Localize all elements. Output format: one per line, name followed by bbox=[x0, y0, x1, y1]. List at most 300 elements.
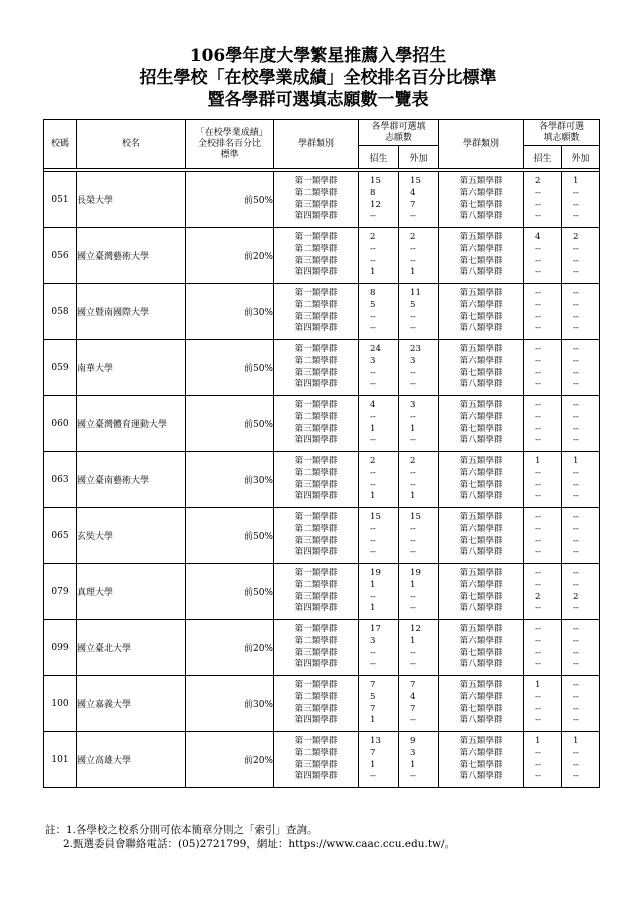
group-label: 第八類學群 bbox=[459, 491, 503, 502]
admit-left bbox=[359, 508, 399, 564]
admit-value: -- bbox=[535, 267, 541, 278]
extra-value: 23 bbox=[410, 343, 421, 354]
extra-value: -- bbox=[410, 659, 416, 670]
extra-value: 1 bbox=[573, 735, 579, 746]
group-label: 第三類學群 bbox=[294, 535, 338, 546]
extra-value: 3 bbox=[410, 399, 416, 410]
extra-value: -- bbox=[573, 311, 579, 322]
extra-value: -- bbox=[573, 399, 579, 410]
extra-value: 2 bbox=[410, 455, 416, 466]
group-label: 第八類學群 bbox=[459, 435, 503, 446]
extra-value: -- bbox=[573, 211, 579, 222]
extra-value: -- bbox=[410, 435, 416, 446]
group-label: 第七類學群 bbox=[459, 423, 503, 434]
admit-value: -- bbox=[370, 523, 376, 534]
school-name: 國立臺北大學 bbox=[77, 620, 186, 676]
extra-left bbox=[399, 564, 439, 620]
group-list-right bbox=[439, 676, 524, 732]
extra-value: 19 bbox=[410, 567, 421, 578]
group-label: 第七類學群 bbox=[459, 311, 503, 322]
school-name: 國立嘉義大學 bbox=[77, 676, 186, 732]
rank-percent: 前20% bbox=[186, 732, 274, 788]
extra-value: -- bbox=[410, 647, 416, 658]
extra-value: -- bbox=[573, 411, 579, 422]
admit-value: -- bbox=[370, 547, 376, 558]
group-label: 第二類學群 bbox=[294, 243, 338, 254]
admit-value: -- bbox=[535, 255, 541, 266]
group-label: 第六類學群 bbox=[459, 467, 503, 478]
school-name: 真理大學 bbox=[77, 564, 186, 620]
group-list-right bbox=[439, 452, 524, 508]
extra-value: -- bbox=[410, 547, 416, 558]
admit-value: -- bbox=[370, 323, 376, 334]
extra-value: -- bbox=[573, 467, 579, 478]
group-list-left bbox=[274, 732, 359, 788]
table-row bbox=[44, 340, 600, 396]
extra-value: -- bbox=[573, 703, 579, 714]
header-extra-left: 外加 bbox=[399, 146, 439, 169]
admit-value: -- bbox=[535, 623, 541, 634]
admit-value: -- bbox=[370, 467, 376, 478]
table-row bbox=[44, 508, 600, 564]
extra-left bbox=[399, 228, 439, 284]
extra-value: 4 bbox=[410, 187, 416, 198]
admit-value: -- bbox=[535, 467, 541, 478]
admit-value: -- bbox=[535, 511, 541, 522]
group-label: 第四類學群 bbox=[294, 323, 338, 334]
admit-value: -- bbox=[370, 255, 376, 266]
extra-value: 1 bbox=[410, 267, 416, 278]
group-label: 第六類學群 bbox=[459, 187, 503, 198]
table-row bbox=[44, 284, 600, 340]
admit-value: -- bbox=[370, 411, 376, 422]
school-name: 國立暨南國際大學 bbox=[77, 284, 186, 340]
extra-value: -- bbox=[410, 467, 416, 478]
group-label: 第二類學群 bbox=[294, 299, 338, 310]
admit-right bbox=[524, 676, 562, 732]
extra-value: 4 bbox=[410, 691, 416, 702]
admit-value: -- bbox=[535, 399, 541, 410]
rank-percent: 前50% bbox=[186, 172, 274, 228]
admit-value: -- bbox=[535, 379, 541, 390]
extra-value: 1 bbox=[410, 759, 416, 770]
admit-value: -- bbox=[535, 211, 541, 222]
group-label: 第二類學群 bbox=[294, 355, 338, 366]
extra-value: -- bbox=[410, 715, 416, 726]
extra-value: -- bbox=[573, 715, 579, 726]
extra-value: 1 bbox=[573, 455, 579, 466]
school-name: 國立臺南藝術大學 bbox=[77, 452, 186, 508]
admit-left bbox=[359, 284, 399, 340]
admit-left bbox=[359, 676, 399, 732]
table-row bbox=[44, 228, 600, 284]
extra-value: -- bbox=[573, 679, 579, 690]
admit-value: -- bbox=[370, 311, 376, 322]
header-group-right: 學群類別 bbox=[439, 120, 524, 169]
school-code: 101 bbox=[44, 732, 77, 788]
admit-value: -- bbox=[370, 591, 376, 602]
header-count-left: 各學群可選填志願數 bbox=[359, 120, 439, 146]
group-label: 第八類學群 bbox=[459, 771, 503, 782]
extra-value: -- bbox=[410, 479, 416, 490]
extra-right bbox=[562, 452, 600, 508]
school-code: 058 bbox=[44, 284, 77, 340]
admit-value: 17 bbox=[370, 623, 381, 634]
admit-left bbox=[359, 564, 399, 620]
extra-value: -- bbox=[573, 635, 579, 646]
admit-value: -- bbox=[535, 759, 541, 770]
extra-right bbox=[562, 676, 600, 732]
extra-right bbox=[562, 396, 600, 452]
rank-percent: 前20% bbox=[186, 620, 274, 676]
admit-value: -- bbox=[535, 299, 541, 310]
admit-left bbox=[359, 732, 399, 788]
admit-right bbox=[524, 564, 562, 620]
admit-value: -- bbox=[370, 435, 376, 446]
admit-value: -- bbox=[370, 659, 376, 670]
extra-value: -- bbox=[573, 659, 579, 670]
admit-value: -- bbox=[535, 771, 541, 782]
group-label: 第七類學群 bbox=[459, 255, 503, 266]
group-list-left bbox=[274, 340, 359, 396]
group-list-left bbox=[274, 452, 359, 508]
group-label: 第三類學群 bbox=[294, 591, 338, 602]
extra-left bbox=[399, 620, 439, 676]
admit-value: 7 bbox=[370, 747, 376, 758]
admit-value: -- bbox=[535, 547, 541, 558]
school-code: 060 bbox=[44, 396, 77, 452]
extra-value: -- bbox=[410, 311, 416, 322]
group-label: 第二類學群 bbox=[294, 467, 338, 478]
extra-value: -- bbox=[410, 535, 416, 546]
extra-value: -- bbox=[573, 523, 579, 534]
group-label: 第五類學群 bbox=[459, 287, 503, 298]
admit-value: 2 bbox=[370, 455, 376, 466]
page-title: 106學年度大學繁星推薦入學招生 bbox=[189, 46, 447, 66]
extra-value: -- bbox=[410, 603, 416, 614]
group-list-left bbox=[274, 564, 359, 620]
extra-value: -- bbox=[573, 379, 579, 390]
group-label: 第六類學群 bbox=[459, 635, 503, 646]
header-code: 校碼 bbox=[44, 120, 77, 169]
admit-value: -- bbox=[535, 691, 541, 702]
rank-percent: 前50% bbox=[186, 340, 274, 396]
group-label: 第六類學群 bbox=[459, 411, 503, 422]
school-code: 063 bbox=[44, 452, 77, 508]
school-name: 國立高雄大學 bbox=[77, 732, 186, 788]
admit-value: 12 bbox=[370, 199, 381, 210]
school-code: 059 bbox=[44, 340, 77, 396]
group-label: 第六類學群 bbox=[459, 523, 503, 534]
header-name: 校名 bbox=[77, 120, 186, 169]
header-admit-left: 招生 bbox=[359, 146, 399, 169]
extra-value: -- bbox=[573, 567, 579, 578]
admit-right bbox=[524, 732, 562, 788]
admit-value: -- bbox=[535, 187, 541, 198]
extra-value: 9 bbox=[410, 735, 416, 746]
group-label: 第四類學群 bbox=[294, 267, 338, 278]
header-pct: 「在校學業成績」全校排名百分比標準 bbox=[186, 120, 274, 169]
extra-value: -- bbox=[573, 323, 579, 334]
school-code: 065 bbox=[44, 508, 77, 564]
group-label: 第四類學群 bbox=[294, 547, 338, 558]
group-label: 第七類學群 bbox=[459, 759, 503, 770]
group-list-right bbox=[439, 732, 524, 788]
extra-value: -- bbox=[573, 603, 579, 614]
extra-value: 2 bbox=[573, 231, 579, 242]
group-label: 第八類學群 bbox=[459, 267, 503, 278]
group-label: 第六類學群 bbox=[459, 747, 503, 758]
group-label: 第一類學群 bbox=[294, 679, 338, 690]
group-label: 第四類學群 bbox=[294, 211, 338, 222]
group-label: 第二類學群 bbox=[294, 691, 338, 702]
group-list-left bbox=[274, 620, 359, 676]
admit-right bbox=[524, 340, 562, 396]
group-label: 第八類學群 bbox=[459, 715, 503, 726]
group-list-right bbox=[439, 284, 524, 340]
admit-left bbox=[359, 228, 399, 284]
extra-value: -- bbox=[573, 287, 579, 298]
admit-value: -- bbox=[535, 423, 541, 434]
admit-value: -- bbox=[370, 243, 376, 254]
admit-right bbox=[524, 452, 562, 508]
admit-value: 4 bbox=[535, 231, 541, 242]
admit-left bbox=[359, 340, 399, 396]
extra-value: 7 bbox=[410, 199, 416, 210]
extra-value: -- bbox=[573, 691, 579, 702]
quota-table bbox=[43, 119, 600, 788]
admit-value: 3 bbox=[370, 635, 376, 646]
admit-value: 2 bbox=[535, 591, 541, 602]
admit-value: -- bbox=[535, 367, 541, 378]
group-label: 第一類學群 bbox=[294, 287, 338, 298]
group-label: 第三類學群 bbox=[294, 367, 338, 378]
extra-value: -- bbox=[573, 355, 579, 366]
extra-value: -- bbox=[573, 535, 579, 546]
group-label: 第五類學群 bbox=[459, 231, 503, 242]
school-name: 玄奘大學 bbox=[77, 508, 186, 564]
admit-value: -- bbox=[370, 479, 376, 490]
admit-value: -- bbox=[535, 343, 541, 354]
admit-value: 2 bbox=[535, 175, 541, 186]
group-label: 第五類學群 bbox=[459, 175, 503, 186]
group-label: 第五類學群 bbox=[459, 679, 503, 690]
group-label: 第七類學群 bbox=[459, 367, 503, 378]
extra-value: -- bbox=[573, 267, 579, 278]
group-label: 第五類學群 bbox=[459, 623, 503, 634]
note-1: 註：1.各學校之校系分則可依本簡章分則之「索引」查詢。 bbox=[45, 824, 318, 836]
extra-value: -- bbox=[573, 243, 579, 254]
group-list-right bbox=[439, 508, 524, 564]
group-label: 第四類學群 bbox=[294, 771, 338, 782]
group-label: 第二類學群 bbox=[294, 579, 338, 590]
group-label: 第四類學群 bbox=[294, 379, 338, 390]
group-label: 第二類學群 bbox=[294, 747, 338, 758]
group-label: 第三類學群 bbox=[294, 647, 338, 658]
extra-right bbox=[562, 340, 600, 396]
extra-value: -- bbox=[573, 491, 579, 502]
extra-left bbox=[399, 508, 439, 564]
extra-value: 1 bbox=[410, 423, 416, 434]
extra-value: -- bbox=[573, 299, 579, 310]
group-label: 第六類學群 bbox=[459, 579, 503, 590]
group-label: 第一類學群 bbox=[294, 343, 338, 354]
group-label: 第二類學群 bbox=[294, 187, 338, 198]
extra-value: -- bbox=[410, 243, 416, 254]
group-label: 第八類學群 bbox=[459, 603, 503, 614]
extra-value: -- bbox=[410, 323, 416, 334]
rank-percent: 前30% bbox=[186, 452, 274, 508]
rank-percent: 前20% bbox=[186, 228, 274, 284]
extra-value: -- bbox=[573, 187, 579, 198]
group-label: 第一類學群 bbox=[294, 567, 338, 578]
admit-left bbox=[359, 396, 399, 452]
admit-value: -- bbox=[535, 635, 541, 646]
header-group-left: 學群類別 bbox=[274, 120, 359, 169]
group-list-left bbox=[274, 508, 359, 564]
extra-value: 15 bbox=[410, 511, 421, 522]
extra-value: 5 bbox=[410, 299, 416, 310]
group-label: 第三類學群 bbox=[294, 479, 338, 490]
school-name: 國立臺灣藝術大學 bbox=[77, 228, 186, 284]
admit-right bbox=[524, 172, 562, 228]
extra-value: -- bbox=[410, 591, 416, 602]
extra-value: -- bbox=[573, 771, 579, 782]
admit-value: -- bbox=[535, 703, 541, 714]
group-list-left bbox=[274, 284, 359, 340]
group-label: 第五類學群 bbox=[459, 735, 503, 746]
table-row bbox=[44, 396, 600, 452]
group-label: 第一類學群 bbox=[294, 455, 338, 466]
extra-value: 15 bbox=[410, 175, 421, 186]
admit-value: -- bbox=[370, 367, 376, 378]
group-label: 第五類學群 bbox=[459, 343, 503, 354]
extra-value: -- bbox=[410, 771, 416, 782]
admit-value: 5 bbox=[370, 299, 376, 310]
admit-right bbox=[524, 620, 562, 676]
note-2: 2.甄選委員會聯絡電話：(05)2721799，網址：https://www.caac.ccu.edu.tw/。 bbox=[63, 838, 456, 850]
extra-value: -- bbox=[573, 479, 579, 490]
extra-value: -- bbox=[573, 423, 579, 434]
extra-right bbox=[562, 508, 600, 564]
admit-value: 1 bbox=[535, 679, 541, 690]
table-row bbox=[44, 172, 600, 228]
header-admit-right: 招生 bbox=[524, 146, 562, 169]
group-label: 第四類學群 bbox=[294, 435, 338, 446]
extra-right bbox=[562, 228, 600, 284]
extra-value: -- bbox=[410, 211, 416, 222]
admit-value: 1 bbox=[370, 603, 376, 614]
admit-value: -- bbox=[535, 747, 541, 758]
admit-value: -- bbox=[535, 523, 541, 534]
group-label: 第六類學群 bbox=[459, 299, 503, 310]
group-label: 第四類學群 bbox=[294, 491, 338, 502]
admit-value: -- bbox=[370, 379, 376, 390]
admit-value: 5 bbox=[370, 691, 376, 702]
admit-value: -- bbox=[535, 355, 541, 366]
admit-right bbox=[524, 228, 562, 284]
group-label: 第一類學群 bbox=[294, 231, 338, 242]
school-code: 079 bbox=[44, 564, 77, 620]
admit-value: 15 bbox=[370, 511, 381, 522]
extra-value: -- bbox=[410, 255, 416, 266]
table-row bbox=[44, 620, 600, 676]
admit-value: 24 bbox=[370, 343, 381, 354]
admit-value: 1 bbox=[370, 579, 376, 590]
group-list-right bbox=[439, 340, 524, 396]
extra-value: -- bbox=[410, 367, 416, 378]
admit-value: -- bbox=[370, 771, 376, 782]
school-name: 南華大學 bbox=[77, 340, 186, 396]
admit-left bbox=[359, 620, 399, 676]
group-label: 第四類學群 bbox=[294, 603, 338, 614]
group-label: 第一類學群 bbox=[294, 623, 338, 634]
admit-value: 1 bbox=[370, 759, 376, 770]
group-label: 第八類學群 bbox=[459, 547, 503, 558]
group-list-right bbox=[439, 564, 524, 620]
extra-value: 11 bbox=[410, 287, 421, 298]
admit-value: 19 bbox=[370, 567, 381, 578]
group-label: 第三類學群 bbox=[294, 199, 338, 210]
group-label: 第六類學群 bbox=[459, 355, 503, 366]
group-list-right bbox=[439, 620, 524, 676]
extra-left bbox=[399, 340, 439, 396]
admit-value: -- bbox=[535, 199, 541, 210]
group-label: 第三類學群 bbox=[294, 703, 338, 714]
extra-value: 2 bbox=[573, 591, 579, 602]
table-row bbox=[44, 564, 600, 620]
admit-value: -- bbox=[535, 479, 541, 490]
extra-left bbox=[399, 452, 439, 508]
admit-value: 1 bbox=[370, 267, 376, 278]
group-label: 第二類學群 bbox=[294, 411, 338, 422]
admit-value: 1 bbox=[370, 491, 376, 502]
header-extra-right: 外加 bbox=[562, 146, 600, 169]
group-label: 第七類學群 bbox=[459, 647, 503, 658]
admit-value: -- bbox=[535, 287, 541, 298]
extra-left bbox=[399, 396, 439, 452]
group-label: 第二類學群 bbox=[294, 635, 338, 646]
admit-value: -- bbox=[370, 647, 376, 658]
extra-value: 12 bbox=[410, 623, 421, 634]
group-label: 第五類學群 bbox=[459, 455, 503, 466]
extra-value: -- bbox=[573, 435, 579, 446]
extra-value: -- bbox=[573, 367, 579, 378]
group-label: 第一類學群 bbox=[294, 511, 338, 522]
extra-right bbox=[562, 620, 600, 676]
group-label: 第三類學群 bbox=[294, 423, 338, 434]
rank-percent: 前30% bbox=[186, 284, 274, 340]
extra-right bbox=[562, 172, 600, 228]
admit-value: -- bbox=[535, 715, 541, 726]
admit-value: 1 bbox=[370, 715, 376, 726]
admit-right bbox=[524, 396, 562, 452]
school-code: 099 bbox=[44, 620, 77, 676]
group-list-left bbox=[274, 172, 359, 228]
extra-right bbox=[562, 284, 600, 340]
extra-value: 7 bbox=[410, 679, 416, 690]
admit-value: -- bbox=[535, 535, 541, 546]
group-label: 第一類學群 bbox=[294, 175, 338, 186]
group-label: 第五類學群 bbox=[459, 511, 503, 522]
extra-value: 1 bbox=[410, 579, 416, 590]
admit-value: -- bbox=[535, 647, 541, 658]
group-label: 第八類學群 bbox=[459, 323, 503, 334]
group-label: 第七類學群 bbox=[459, 199, 503, 210]
group-label: 第一類學群 bbox=[294, 735, 338, 746]
extra-value: 1 bbox=[410, 491, 416, 502]
page-subtitle-2: 暨各學群可選填志願數一覽表 bbox=[207, 90, 429, 110]
